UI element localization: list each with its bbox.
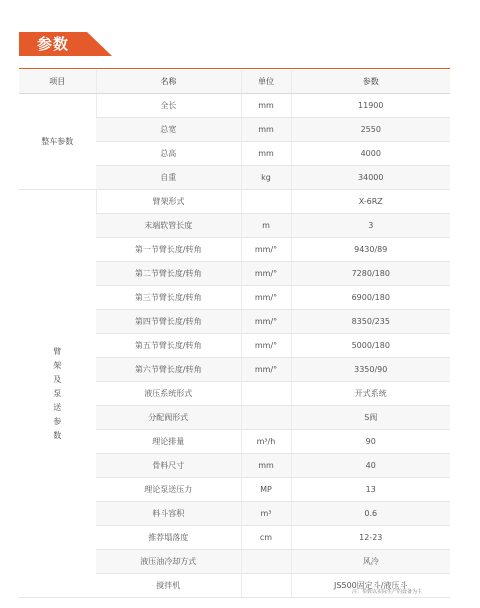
param-value: 3 [291, 214, 450, 238]
param-value: 6900/180 [291, 286, 450, 310]
param-name: 第四节臂长度/转角 [96, 310, 241, 334]
table-header-row [19, 70, 450, 94]
param-name: 全长 [96, 94, 241, 118]
param-value: 8350/235 [291, 310, 450, 334]
group-label-char: 泵 [53, 388, 62, 398]
param-name: 理论排量 [96, 430, 241, 454]
param-unit [241, 190, 291, 214]
param-unit: mm/° [241, 358, 291, 382]
section-banner [19, 32, 112, 56]
param-value: JS500固定斗/液压斗 [291, 574, 450, 598]
header-name: 名称 [96, 70, 241, 94]
param-unit: mm [241, 94, 291, 118]
param-unit: MP [241, 478, 291, 502]
param-value: 4000 [291, 142, 450, 166]
param-unit: mm/° [241, 238, 291, 262]
param-value: 34000 [291, 166, 450, 190]
param-unit [241, 382, 291, 406]
group-label-char: 及 [53, 374, 62, 384]
group-label-boom-pumping [19, 190, 96, 598]
param-name: 臂架形式 [96, 190, 241, 214]
param-name: 第一节臂长度/转角 [96, 238, 241, 262]
param-value: 开式系统 [291, 382, 450, 406]
param-unit [241, 574, 291, 598]
param-name: 分配阀形式 [96, 406, 241, 430]
param-value: 11900 [291, 94, 450, 118]
param-unit [241, 550, 291, 574]
param-value: 0.6 [291, 502, 450, 526]
param-unit: mm/° [241, 334, 291, 358]
param-name: 第五节臂长度/转角 [96, 334, 241, 358]
param-unit: m³ [241, 502, 291, 526]
param-value: 5000/180 [291, 334, 450, 358]
param-unit: m³/h [241, 430, 291, 454]
param-value: 9430/89 [291, 238, 450, 262]
param-unit: mm [241, 118, 291, 142]
group-label-char: 架 [53, 360, 62, 370]
param-name: 第六节臂长度/转角 [96, 358, 241, 382]
param-unit: mm [241, 142, 291, 166]
header-rule [19, 68, 450, 69]
param-value: 3350/90 [291, 358, 450, 382]
table-row [19, 190, 450, 214]
param-name: 理论泵送压力 [96, 478, 241, 502]
group-label-char: 送 [53, 402, 62, 412]
param-name: 自重 [96, 166, 241, 190]
header-param: 参数 [291, 70, 450, 94]
param-value: X-6RZ [291, 190, 450, 214]
group-label-char: 数 [53, 430, 62, 440]
param-unit: mm/° [241, 310, 291, 334]
param-name: 第二节臂长度/转角 [96, 262, 241, 286]
spec-table [19, 70, 450, 598]
header-item: 项目 [19, 70, 96, 94]
group-label-vehicle: 整车参数 [19, 94, 96, 190]
param-value: 12-23 [291, 526, 450, 550]
param-unit: mm [241, 454, 291, 478]
param-name: 液压油冷却方式 [96, 550, 241, 574]
spec-table-body [19, 94, 450, 598]
param-value: 40 [291, 454, 450, 478]
footnote: 注：参数以实际生产的设备为主 [352, 589, 423, 595]
param-unit: cm [241, 526, 291, 550]
param-unit [241, 406, 291, 430]
table-row [19, 94, 450, 118]
section-title: 参数 [37, 35, 70, 53]
group-label-char: 臂 [53, 346, 62, 356]
header-unit: 单位 [241, 70, 291, 94]
param-name: 推荐塌落度 [96, 526, 241, 550]
param-name: 末端软管长度 [96, 214, 241, 238]
param-name: 料斗容积 [96, 502, 241, 526]
param-name: 骨料尺寸 [96, 454, 241, 478]
param-name: 总宽 [96, 118, 241, 142]
param-name: 第三节臂长度/转角 [96, 286, 241, 310]
param-unit: kg [241, 166, 291, 190]
param-name: 搅拌机 [96, 574, 241, 598]
param-value: 2550 [291, 118, 450, 142]
param-unit: mm/° [241, 286, 291, 310]
param-value: S阀 [291, 406, 450, 430]
group-label-char: 参 [53, 416, 62, 426]
param-value: 7280/180 [291, 262, 450, 286]
param-value: 90 [291, 430, 450, 454]
param-unit: mm/° [241, 262, 291, 286]
param-value: 13 [291, 478, 450, 502]
param-unit: m [241, 214, 291, 238]
param-name: 总高 [96, 142, 241, 166]
param-value: 风冷 [291, 550, 450, 574]
param-name: 液压系统形式 [96, 382, 241, 406]
